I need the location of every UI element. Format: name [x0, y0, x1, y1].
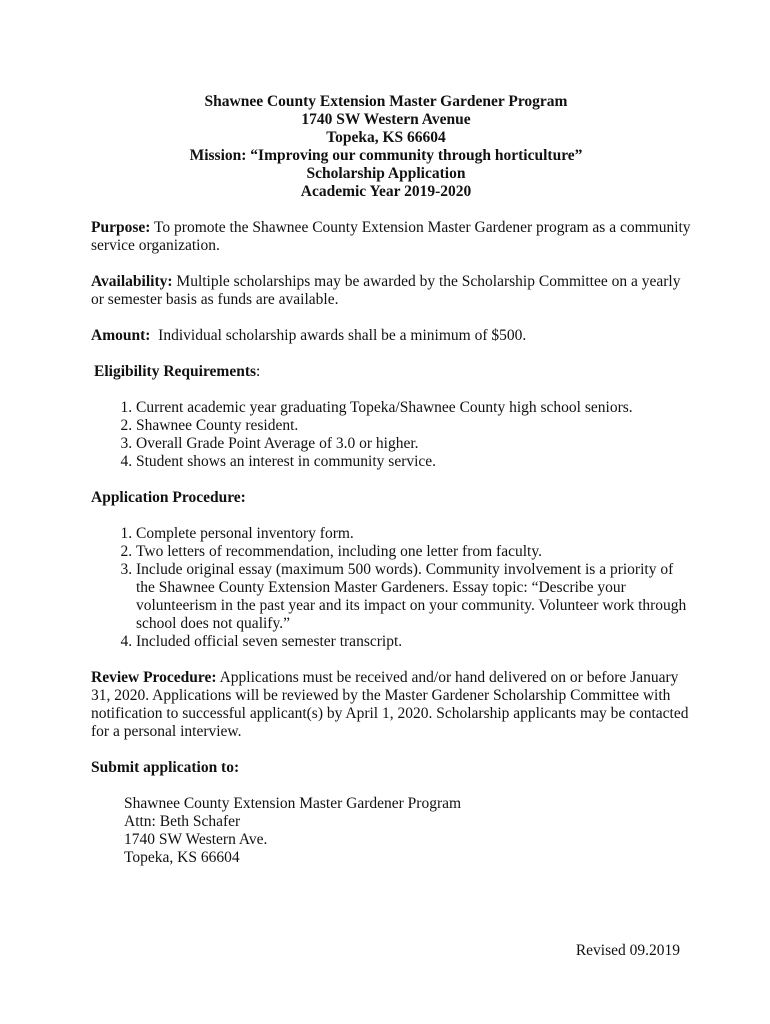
street-address: 1740 SW Western Avenue	[301, 111, 471, 128]
mission-statement: Mission: “Improving our community through horticulture”	[189, 147, 583, 164]
revision-date: Revised 09.2019	[575, 942, 680, 959]
document-page	[91, 93, 691, 867]
list-item: 2. Shawnee County resident.	[136, 417, 691, 435]
list-item: 2. Two letters of recommendation, including one letter from faculty.	[136, 543, 691, 561]
availability-paragraph	[91, 273, 691, 309]
availability-label: Availability:	[91, 273, 173, 290]
address-line: Attn: Beth Schafer	[124, 813, 241, 830]
eligibility-label: Eligibility Requirements	[94, 363, 257, 380]
address-line: 1740 SW Western Ave.	[124, 831, 268, 848]
address-line: Topeka, KS 66604	[124, 849, 240, 866]
amount-paragraph	[91, 327, 691, 345]
submit-heading: Submit application to:	[91, 759, 240, 776]
review-text: Applications must be received and/or hand delivered on or before January 31, 2020. Applications will be reviewed by the Master Gardener Scholarship Committee with notification to successful applicant(s) by April 1, 2020. Scholarship applicants may be contacted for a personal interview.	[91, 669, 689, 740]
list-item: 4. Included official seven semester transcript.	[136, 633, 691, 651]
availability-text: Multiple scholarships may be awarded by the Scholarship Committee on a yearly or semester basis as funds are available.	[91, 273, 681, 308]
organization-name: Shawnee County Extension Master Gardener Program	[204, 93, 568, 110]
academic-year: Academic Year 2019-2020	[300, 183, 472, 200]
review-paragraph	[91, 669, 691, 741]
list-item: 1. Current academic year graduating Topeka/Shawnee County high school seniors.	[136, 399, 691, 417]
application-procedure-heading: Application Procedure:	[91, 489, 246, 506]
eligibility-heading	[94, 363, 691, 381]
list-item: 3. Include original essay (maximum 500 words). Community involvement is a priority of the Shawnee County Extension Master Gardeners. Essay topic: “Describe your volunteerism in the past year and its impact on your community. Volunteer work through school does not qualify.”	[136, 561, 691, 633]
eligibility-colon: :	[256, 363, 261, 380]
amount-label: Amount:	[91, 327, 151, 344]
purpose-paragraph	[91, 219, 691, 255]
address-line: Shawnee County Extension Master Gardener Program	[124, 795, 462, 812]
mailing-address	[124, 795, 691, 867]
document-header	[91, 93, 681, 201]
amount-text: Individual scholarship awards shall be a minimum of $500.	[150, 327, 527, 344]
document-title: Scholarship Application	[306, 165, 466, 182]
purpose-label: Purpose:	[91, 219, 151, 236]
city-state-zip: Topeka, KS 66604	[326, 129, 446, 146]
application-procedure-list	[91, 525, 691, 651]
eligibility-list	[91, 399, 691, 471]
list-item: 3. Overall Grade Point Average of 3.0 or higher.	[136, 435, 691, 453]
review-label: Review Procedure:	[91, 669, 217, 686]
list-item: 4. Student shows an interest in community service.	[136, 453, 691, 471]
purpose-text: To promote the Shawnee County Extension Master Gardener program as a community service organization.	[91, 219, 691, 254]
list-item: 1. Complete personal inventory form.	[136, 525, 691, 543]
